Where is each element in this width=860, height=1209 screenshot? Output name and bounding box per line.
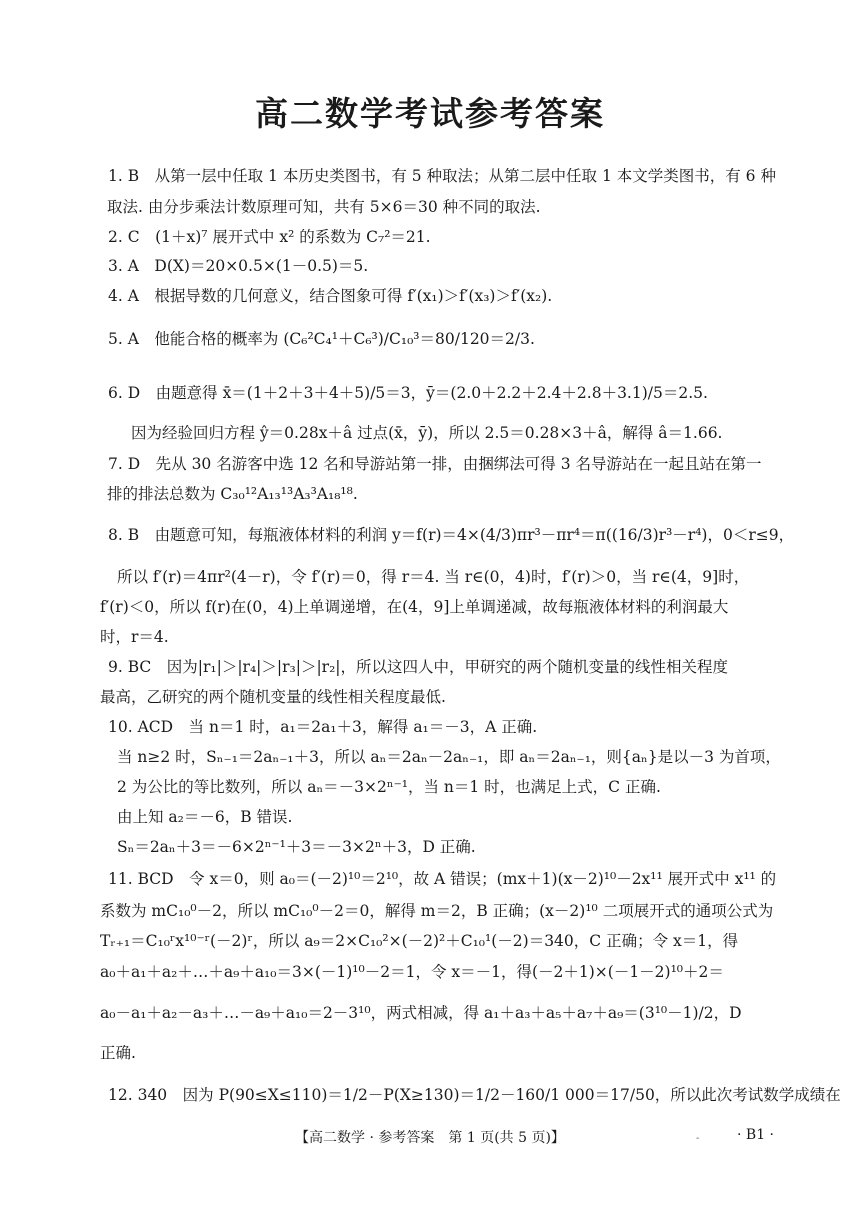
answer-line-16: 最高，乙研究的两个随机变量的线性相关程度最低. xyxy=(100,688,446,706)
answer-line-18: 当 n≥2 时，Sₙ₋₁＝2aₙ₋₁＋3，所以 aₙ＝2aₙ－2aₙ₋₁，即 aₙ＝2aₙ₋₁，则{aₙ}是以－3 为首项， xyxy=(117,748,781,766)
answer-line-20: 由上知 a₂＝－6，B 错误. xyxy=(117,808,293,826)
answer-line-6: 5. A 他能合格的概率为 (C₆²C₄¹＋C₆³)/C₁₀³＝80/120＝2/3. xyxy=(108,330,535,348)
answer-line-25: a₀＋a₁＋a₂＋…＋a₉＋a₁₀＝3×(－1)¹⁰－2＝1，令 x＝－1，得(－2＋1)×(－1－2)¹⁰＋2＝ xyxy=(100,963,724,981)
answer-line-5: 4. A 根据导数的几何意义，结合图象可得 f′(x₁)＞f′(x₃)＞f′(x₂). xyxy=(108,287,553,305)
answer-line-10: 排的排法总数为 C₃₀¹²A₁₃¹³A₃³A₁₈¹⁸. xyxy=(107,485,358,503)
answer-line-9: 7. D 先从 30 名游客中选 12 名和导游站第一排，由捆绑法可得 3 名导游站在一起且站在第一 xyxy=(108,455,762,473)
answer-line-21: Sₙ＝2aₙ＋3＝－6×2ⁿ⁻¹＋3＝－3×2ⁿ＋3，D 正确. xyxy=(117,838,476,856)
answer-line-4: 3. A D(X)＝20×0.5×(1－0.5)＝5. xyxy=(108,257,369,275)
answer-line-2: 取法. 由分步乘法计数原理可知，共有 5×6＝30 种不同的取法. xyxy=(107,198,541,216)
answer-line-15: 9. BC 因为|r₁|＞|r₄|＞|r₃|＞|r₂|，所以这四人中，甲研究的两个随机变量的线性相关程度 xyxy=(108,658,729,676)
answer-line-23: 系数为 mC₁₀⁰－2，所以 mC₁₀⁰－2＝0，解得 m＝2，B 正确；(x－2)¹⁰ 二项展开式的通项公式为 xyxy=(100,902,774,920)
answer-line-27: 正确. xyxy=(100,1044,136,1062)
answer-line-8: 因为经验回归方程 ŷ＝0.28x＋â 过点(x̄，ȳ)，所以 2.5＝0.28×3＋â，解得 â＝1.66. xyxy=(131,424,723,442)
answer-line-11: 8. B 由题意可知，每瓶液体材料的利润 y＝f(r)＝4×(4/3)πr³－πr⁴＝π((16/3)r³－r⁴)，0＜r≤9， xyxy=(108,526,795,544)
answer-line-13: f′(r)＜0，所以 f(r)在(0，4)上单调递增，在(4，9]上单调递减，故每瓶液体材料的利润最大 xyxy=(100,598,729,616)
page-footer: 【高二数学 · 参考答案 第 1 页(共 5 页)】 xyxy=(295,1130,565,1146)
answer-line-12: 所以 f′(r)＝4πr²(4－r)，令 f′(r)＝0，得 r＝4. 当 r∈(0，4)时，f′(r)＞0，当 r∈(4，9]时， xyxy=(117,568,750,586)
answer-line-17: 10. ACD 当 n＝1 时，a₁＝2a₁＋3，解得 a₁＝－3，A 正确. xyxy=(108,718,538,736)
answer-line-3: 2. C (1＋x)⁷ 展开式中 x² 的系数为 C₇²＝21. xyxy=(108,228,431,246)
answer-line-22: 11. BCD 令 x＝0，则 a₀＝(－2)¹⁰＝2¹⁰，故 A 错误；(mx＋1)(x－2)¹⁰－2x¹¹ 展开式中 x¹¹ 的 xyxy=(108,870,777,888)
scan-mark: - xyxy=(696,1133,700,1144)
answer-line-14: 时，r＝4. xyxy=(100,628,169,646)
answer-line-7: 6. D 由题意得 x̄＝(1＋2＋3＋4＋5)/5＝3，ȳ＝(2.0＋2.2＋2.4＋2.8＋3.1)/5＝2.5. xyxy=(108,384,708,402)
answer-line-28: 12. 340 因为 P(90≤X≤110)＝1/2－P(X≥130)＝1/2－160/1 000＝17/50，所以此次考试数学成绩在 xyxy=(108,1086,841,1104)
answer-line-1: 1. B 从第一层中任取 1 本历史类图书，有 5 种取法；从第二层中任取 1 本文学类图书，有 6 种 xyxy=(108,167,776,185)
page-title: 高二数学考试参考答案 xyxy=(255,94,605,133)
answer-line-24: Tᵣ₊₁＝C₁₀ʳx¹⁰⁻ʳ(－2)ʳ，所以 a₉＝2×C₁₀²×(－2)²＋C₁₀¹(－2)＝340，C 正确；令 x＝1，得 xyxy=(100,932,739,950)
answer-line-19: 2 为公比的等比数列，所以 aₙ＝－3×2ⁿ⁻¹，当 n＝1 时，也满足上式，C 正确. xyxy=(117,778,661,796)
answer-line-26: a₀－a₁＋a₂－a₃＋…－a₉＋a₁₀＝2－3¹⁰，两式相减，得 a₁＋a₃＋a₅＋a₇＋a₉＝(3¹⁰－1)/2，D xyxy=(100,1004,742,1022)
page-code: · B1 · xyxy=(737,1127,774,1143)
